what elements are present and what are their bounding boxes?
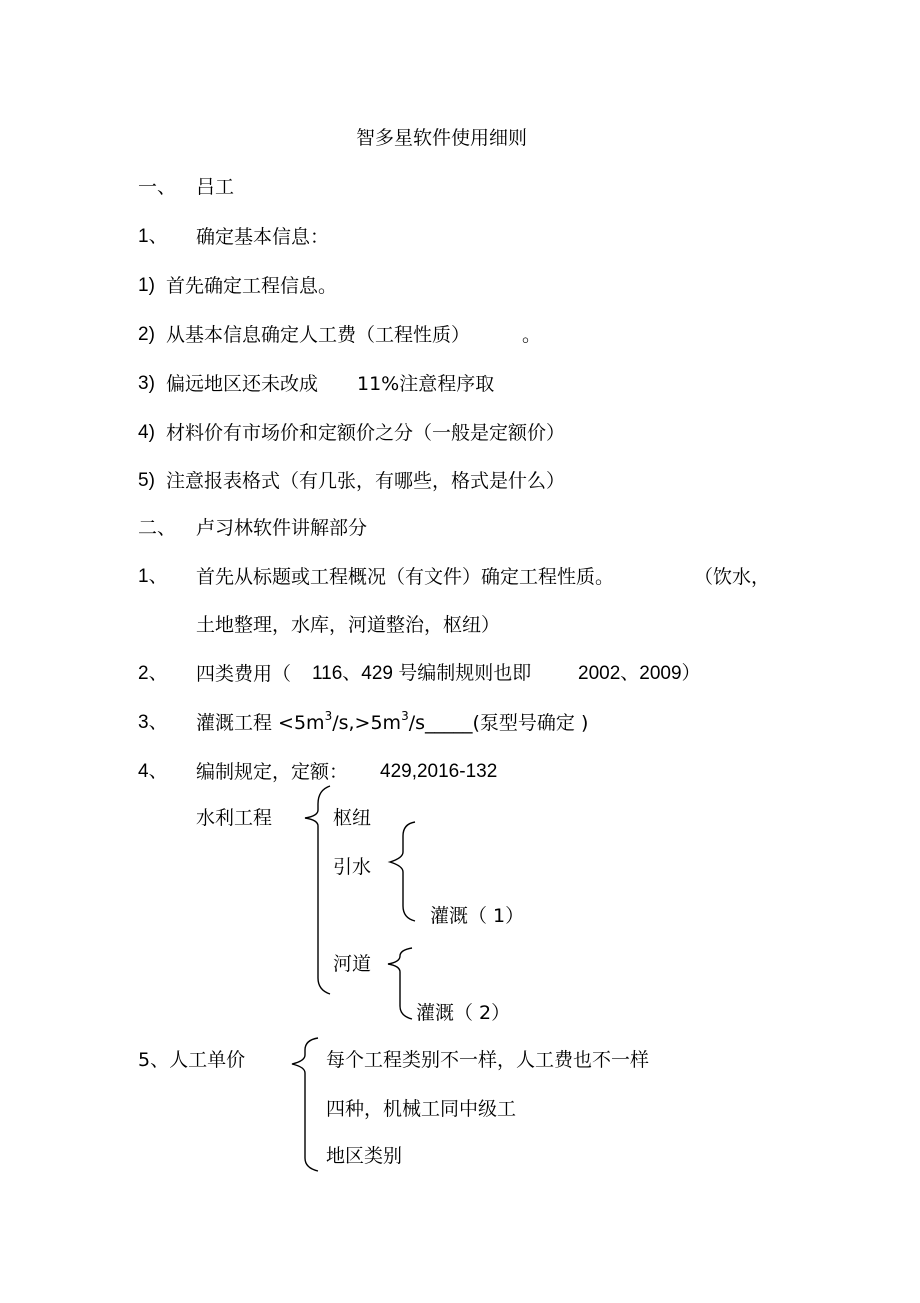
numbered-item-text [196,708,589,735]
irrigation-text-a: 灌溉工程 <5m [196,712,325,734]
numbered-item-marker: 3、 [138,712,168,733]
list-item-marker: 4) [138,422,155,443]
brace-diversion [390,822,415,921]
numbered-item-text: 四类费用（ [196,663,292,685]
item-5-label: 5、人工单价 [138,1049,246,1071]
list-item-text: 偏远地区还未改成 [166,373,319,395]
section-2-heading: 卢习林软件讲解部分 [196,517,368,539]
tree-leaf-label: 灌溉（ 2） [416,1002,511,1024]
item-5-line: 每个工程类别不一样，人工费也不一样 [326,1049,650,1071]
tree-branch-label: 枢纽 [333,807,372,829]
list-item-text: 从基本信息确定人工费（工程性质） [166,324,471,346]
list-item-text: 材料价有市场价和定额价之分（一般是定额价） [166,422,566,444]
cubic-superscript: 3 [324,708,333,723]
subsection-1-text: 确定基本信息： [196,226,330,248]
numbered-item-tail: （饮水， [694,566,771,588]
numbered-item-text: 首先从标题或工程概况（有文件）确定工程性质。 [196,566,615,588]
subsection-1-marker: 1、 [138,226,168,247]
list-item-marker: 3) [138,373,155,394]
cubic-superscript: 3 [401,708,409,723]
brace-water-project [305,786,330,994]
brace-river [388,948,412,1019]
tree-branch-label: 引水 [333,856,372,878]
irrigation-text-c: /s_____(泵型号确定 ) [408,712,589,734]
section-1-heading: 吕工 [196,176,235,198]
section-2-marker: 二、 [138,517,177,539]
numbered-item-marker: 4、 [138,761,168,782]
list-item-marker: 1) [138,275,155,296]
list-item-tail: 11%注意程序取 [357,373,495,395]
numbered-item-text: 编制规定，定额： [196,761,349,783]
brace-labor-price [292,1038,318,1171]
item-5-line: 地区类别 [326,1145,403,1167]
numbered-item-marker: 1、 [138,566,168,587]
irrigation-text-b: /s,>5m [332,712,402,734]
tree-root-label: 水利工程 [196,807,273,829]
numbered-item-tail: 2002、2009） [578,663,701,684]
tree-branch-label: 河道 [333,953,372,975]
item-5-line: 四种，机械工同中级工 [326,1098,517,1120]
section-1-marker: 一、 [138,176,177,198]
numbered-item-tail: 116、429 号编制规则也即 [312,663,532,684]
tree-leaf-label: 灌溉（ 1） [430,905,525,927]
numbered-item-marker: 2、 [138,663,168,684]
list-item-tail: 。 [522,324,542,346]
list-item-text: 首先确定工程信息。 [166,275,338,297]
list-item-text: 注意报表格式（有几张，有哪些，格式是什么） [166,470,566,492]
doc-title: 智多星软件使用细则 [356,127,528,149]
numbered-item-tail: 429,2016-132 [380,761,498,782]
numbered-item-continuation: 土地整理，水库，河道整治，枢纽） [196,614,501,636]
list-item-marker: 2) [138,324,155,345]
list-item-marker: 5) [138,470,155,491]
